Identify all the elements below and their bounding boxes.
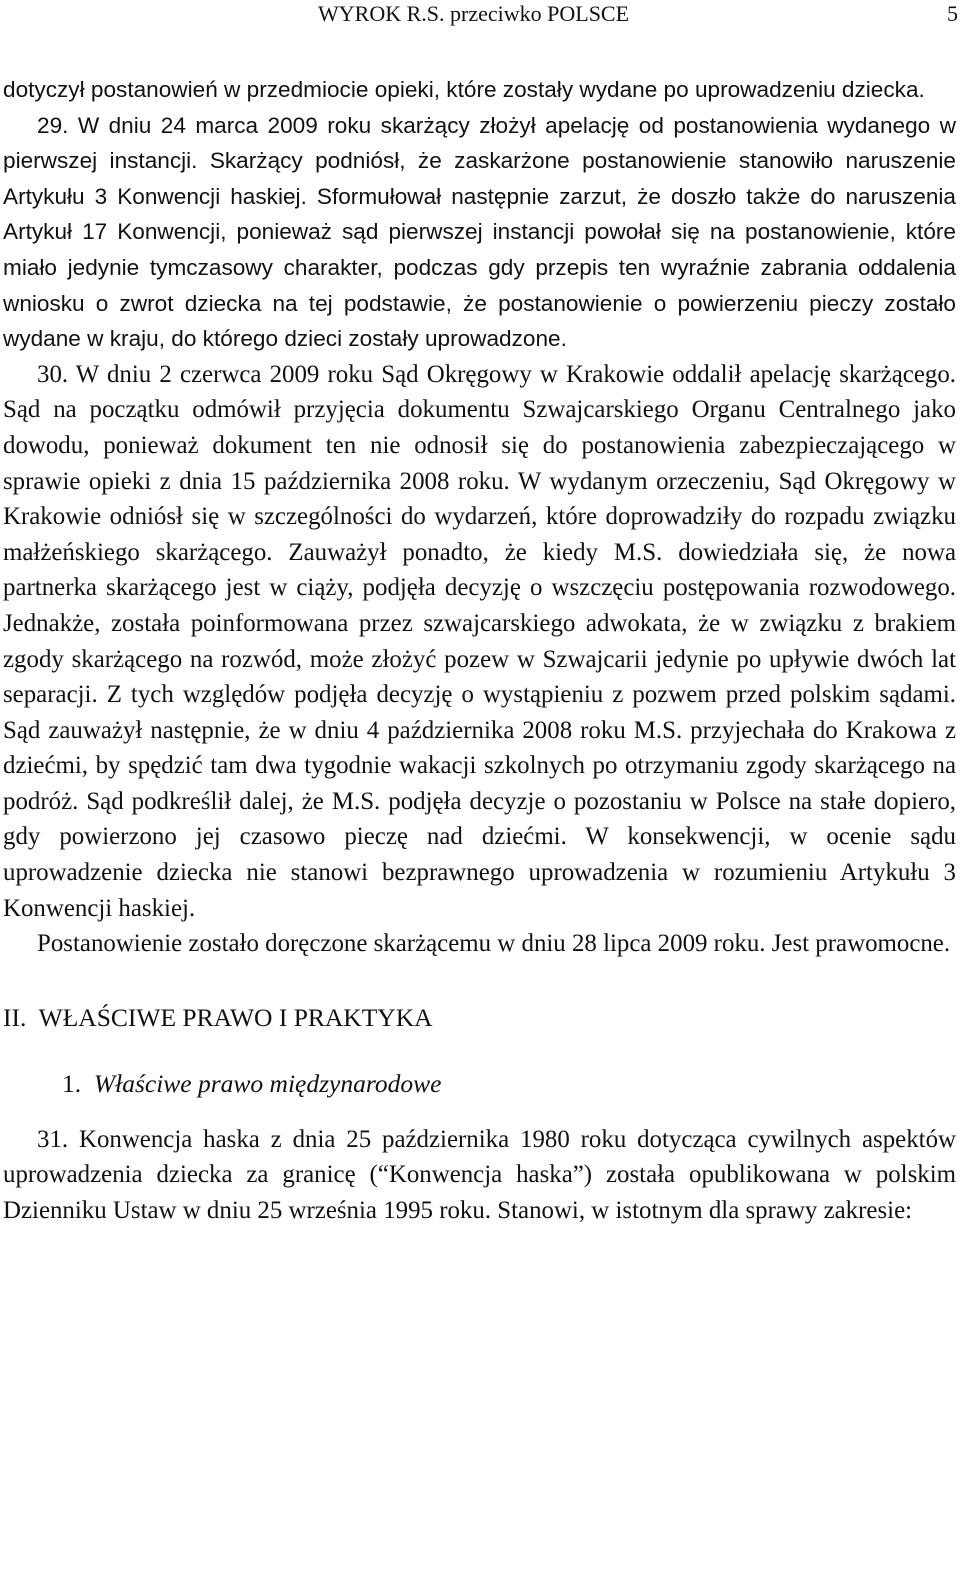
paragraph-30	[3, 357, 956, 927]
paragraph-31	[3, 1122, 956, 1229]
running-title: WYROK R.S. przeciwko POLSCE	[318, 1, 630, 26]
document-body	[3, 72, 956, 1229]
paragraph-continuation	[3, 72, 956, 108]
running-header	[0, 0, 960, 30]
subsection-number: 1.	[62, 1068, 82, 1098]
section-title: WŁAŚCIWE PRAWO I PRAKTYKA	[38, 1002, 433, 1032]
paragraph-29	[3, 108, 956, 357]
subsection-heading	[3, 1066, 956, 1102]
paragraph-29-part-1: 29. W dniu 24 marca 2009 roku skarżący złożył apelację od postanowienia wydanego w pierwszej instancji. Skarżący podniósł, że zaskarżone postanowienie stanowiło naruszenie Artykułu 3 Konwencji haskiej.	[3, 112, 956, 209]
paragraph-served	[3, 926, 956, 962]
section-number: II.	[3, 1002, 27, 1032]
subsection-title: Właściwe prawo międzynarodowe	[93, 1068, 442, 1098]
page-number: 5	[947, 1, 958, 26]
paragraph-29-part-2: Sformułował następnie zarzut, że doszło także do naruszenia Artykuł 17 Konwencji, ponieważ sąd pierwszej instancji powołał się na postanowienie, które miało jedynie tymczasowy charakter, podczas gdy przepis ten wyraźnie zabrania oddalenia wniosku o zwrot dziecka na tej podstawie, że postanowienie o powierzeniu pieczy zostało wydane w kraju, do którego dzieci zostały uprowadzone.	[3, 183, 957, 352]
paragraph-30-part-2: Sąd na początku odmówił przyjęcia dokumentu Szwajcarskiego Organu Centralnego jako dowodu, ponieważ dokument ten nie odnosił się do postanowienia zabezpieczającego w sprawie opieki z dnia 15 października 2008 roku. W wydanym orzeczeniu, Sąd Okręgowy w Krakowie odniósł się w szczególności do wydarzeń, które doprowadziły do rozpadu związku małżeńskiego skarżącego. Zauważył ponadto, że kiedy M.S. dowiedziała się, że nowa partnerka skarżącego jest w ciąży, podjęła decyzję o wszczęciu postępowania rozwodowego. Jednakże, została poinformowana przez szwajcarskiego adwokata, że w związku z brakiem zgody skarżącego na rozwód, może złożyć pozew w Szwajcarii jedynie po upływie dwóch lat separacji. Z tych względów podjęła decyzję o wystąpieniu z pozwem przed polskim sądami. Sąd zauważył następnie, że w dniu 4 października 2008 roku M.S. przyjechała do Krakowa z dziećmi, by spędzić tam dwa tygodnie wakacji szkolnych po otrzymaniu zgody skarżącego na podróż. Sąd podkreślił dalej, że M.S. podjęła decyzje o pozostaniu w Polsce na stałe dopiero, gdy powierzono jej czasowo pieczę nad dziećmi. W konsekwencji, w ocenie sądu uprowadzenie dziecka nie stanowi bezprawnego uprowadzenia w rozumieniu Artykułu 3 Konwencji haskiej.	[3, 396, 956, 922]
paragraph-continuation-text: dotyczył postanowień w przedmiocie opieki, które zostały wydane po uprowadzeniu dziecka.	[3, 77, 925, 102]
paragraph-served-text: Postanowienie zostało doręczone skarżącemu w dniu 28 lipca 2009 roku. Jest prawomocne.	[37, 930, 951, 958]
paragraph-31-text: 31. Konwencja haska z dnia 25 października 1980 roku dotycząca cywilnych aspektów uprowadzenia dziecka za granicę (“Konwencja haska”) została opublikowana w polskim Dzienniku Ustaw w dniu 25 września 1995 roku. Stanowi, w istotnym dla sprawy zakresie:	[3, 1125, 956, 1225]
section-heading	[3, 1000, 956, 1036]
paragraph-30-part-1: 30. W dniu 2 czerwca 2009 roku Sąd Okręgowy w Krakowie oddalił apelację skarżącego.	[37, 360, 956, 388]
